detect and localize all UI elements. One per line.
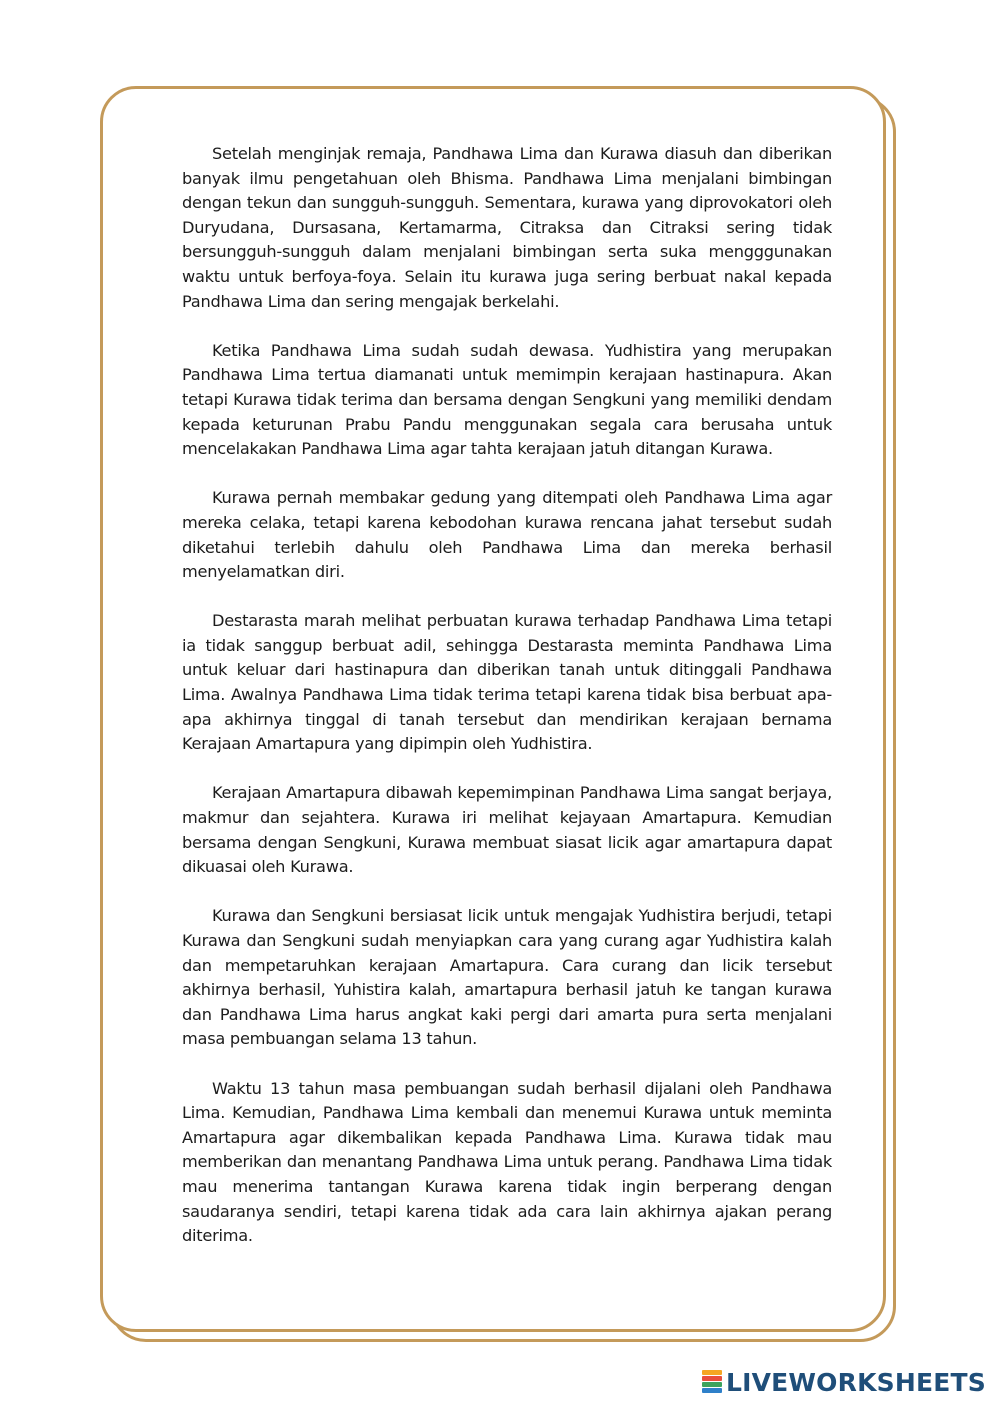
liveworksheets-icon [702, 1370, 722, 1394]
paragraph-7: Waktu 13 tahun masa pembuangan sudah berhasil dijalani oleh Pandhawa Lima. Kemudian, Pandhawa Lima kembali dan menemui Kurawa untuk meminta Amartapura agar dikembalikan kepada Pandhawa Lima. Kurawa tidak mau memberikan dan menantang Pandhawa Lima untuk perang. Pandhawa Lima tidak mau menerima tantangan Kurawa karena tidak ingin berperang dengan saudaranya sendiri, tetapi karena tidak ada cara lain akhirnya ajakan perang diterima. [182, 1078, 832, 1246]
story-text [182, 142, 832, 1249]
paragraph-4: Destarasta marah melihat perbuatan kurawa terhadap Pandhawa Lima tetapi ia tidak sanggup berbuat adil, sehingga Destarasta meminta Pandhawa Lima untuk keluar dari hastinapura dan diberikan tanah untuk ditinggali Pandhawa Lima. Awalnya Pandhawa Lima tidak terima tetapi karena tidak bisa berbuat apa-apa akhirnya tinggal di tanah tersebut dan mendirikan kerajaan bernama Kerajaan Amartapura yang dipimpin oleh Yudhistira. [182, 611, 832, 754]
paragraph-1: Setelah menginjak remaja, Pandhawa Lima dan Kurawa diasuh dan diberikan banyak ilmu pengetahuan oleh Bhisma. Pandhawa Lima menjalani bimbingan dengan tekun dan sungguh-sungguh. Sementara, kurawa yang diprovokatori oleh Duryudana, Dursasana, Kertamarma, Citraksa dan Citraksi sering tidak bersungguh-sungguh dalam menjalani bimbingan serta suka mengggunakan waktu untuk berfoya-foya. Selain itu kurawa juga sering berbuat nakal kepada Pandhawa Lima dan sering mengajak berkelahi. [182, 144, 832, 311]
paragraph-6: Kurawa dan Sengkuni bersiasat licik untuk mengajak Yudhistira berjudi, tetapi Kurawa dan Sengkuni sudah menyiapkan cara yang curang agar Yudhistira kalah dan mempetaruhkan kerajaan Amartapura. Cara curang dan licik tersebut akhirnya berhasil, Yuhistira kalah, amartapura berhasil jatuh ke tangan kurawa dan Pandhawa Lima harus angkat kaki pergi dari amarta pura serta menjalani masa pembuangan selama 13 tahun. [182, 906, 832, 1049]
liveworksheets-brand: LIVEWORKSHEETS [725, 1367, 986, 1397]
paragraph-5: Kerajaan Amartapura dibawah kepemimpinan Pandhawa Lima sangat berjaya, makmur dan sejahtera. Kurawa iri melihat kejayaan Amartapura. Kemudian bersama dengan Sengkuni, Kurawa membuat siasat licik agar amartapura dapat dikuasai oleh Kurawa. [182, 783, 832, 877]
paragraph-3: Kurawa pernah membakar gedung yang ditempati oleh Pandhawa Lima agar mereka celaka, tetapi karena kebodohan kurawa rencana jahat tersebut sudah diketahui terlebih dahulu oleh Pandhawa Lima dan mereka berhasil menyelamatkan diri. [182, 488, 832, 582]
liveworksheets-logo[interactable] [702, 1368, 986, 1396]
paragraph-2: Ketika Pandhawa Lima sudah sudah dewasa. Yudhistira yang merupakan Pandhawa Lima tertua diamanati untuk memimpin kerajaan hastinapura. Akan tetapi Kurawa tidak terima dan bersama dengan Sengkuni yang memiliki dendam kepada keturunan Prabu Pandu menggunakan segala cara berusaha untuk mencelakakan Pandhawa Lima agar tahta kerajaan jatuh ditangan Kurawa. [182, 340, 832, 459]
